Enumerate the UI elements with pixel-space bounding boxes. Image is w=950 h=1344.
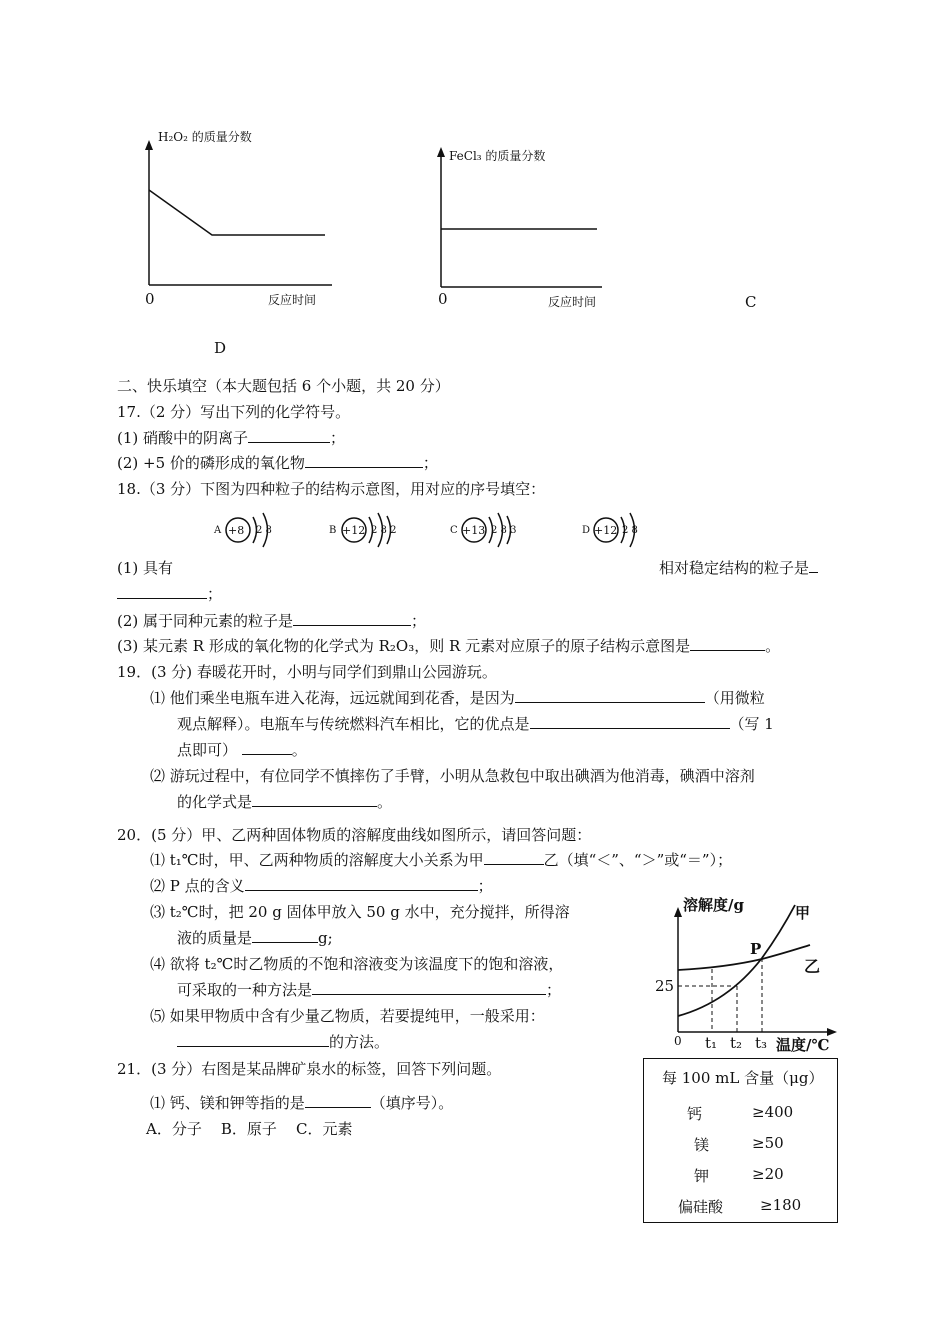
fecl3-graph <box>437 147 602 287</box>
series-jia-label: 甲 <box>795 904 811 922</box>
q17-p2-text: (2) +5 价的磷形成的氧化物 <box>117 454 305 472</box>
label-row-name: 钙 <box>687 1105 703 1123</box>
q20-p3-line2 <box>177 928 333 948</box>
q20-p5-line2 <box>177 1032 389 1052</box>
point-p-label: P <box>750 940 762 958</box>
q20-p2-blank[interactable] <box>245 876 478 891</box>
q18-p3-blank[interactable] <box>690 636 765 651</box>
q19-p1-blank1[interactable] <box>515 688 705 703</box>
h2o2-origin: 0 <box>145 290 155 308</box>
h2o2-graph <box>145 140 332 285</box>
atom-b-nucleus: +12 <box>342 524 366 537</box>
solubility-xlabel: 温度/℃ <box>776 1036 830 1054</box>
curve-yi <box>678 945 810 970</box>
label-row-name: 镁 <box>694 1136 710 1154</box>
q18-p3-end: 。 <box>765 637 781 655</box>
q21-stem: 21．(3 分）右图是某品牌矿泉水的标签，回答下列问题。 <box>117 1060 502 1078</box>
solubility-origin: 0 <box>674 1034 682 1048</box>
atom-b-letter: B <box>329 525 337 536</box>
section-heading: 二、快乐填空（本大题包括 6 个小题，共 20 分） <box>117 377 450 395</box>
x-tick-t3: t₃ <box>755 1034 768 1052</box>
q19-p1a: ⑴ 他们乘坐电瓶车进入花海，远远就闻到花香，是因为 <box>150 689 515 707</box>
q18-p1a: (1) 具有 <box>117 559 174 577</box>
q17-part2 <box>117 453 438 473</box>
q20-p4a: ⑷ 欲将 t₂℃时乙物质的不饱和溶液变为该温度下的饱和溶液， <box>150 955 564 973</box>
q20-p4-end: ； <box>546 981 562 999</box>
q17-p1-text: (1) 硝酸中的阴离子 <box>117 429 249 447</box>
q21-part1 <box>150 1093 453 1113</box>
atom-d-nucleus: +12 <box>594 524 618 537</box>
q20-stem: 20．(5 分）甲、乙两种固体物质的溶解度曲线如图所示，请回答问题： <box>117 826 592 844</box>
q19-p1d: （写 1 <box>729 715 774 733</box>
atom-d-letter: D <box>582 525 591 536</box>
q19-p1b: （用微粒 <box>704 689 765 707</box>
q18-p1b <box>659 558 818 578</box>
q19-p2-end: 。 <box>377 793 393 811</box>
q18-p2-blank[interactable] <box>293 611 411 626</box>
fecl3-xlabel: 反应时间 <box>548 295 597 309</box>
atom-c-nucleus: +13 <box>462 524 486 537</box>
q20-p3b: 液的质量是 <box>177 929 253 947</box>
q18-p3-text: (3) 某元素 R 形成的氧化物的化学式为 R₂O₃，则 R 元素对应原子的原子结构示意图是 <box>117 637 691 655</box>
x-tick-t2: t₂ <box>730 1034 743 1052</box>
q19-p1-line1 <box>150 688 765 708</box>
q21-p1a: ⑴ 钙、镁和钾等指的是 <box>150 1094 305 1112</box>
atom-diagrams <box>226 513 635 547</box>
h2o2-ylabel: H₂O₂ 的质量分数 <box>158 130 252 144</box>
option-d-letter: D <box>214 339 227 357</box>
label-row-value: ≥180 <box>760 1196 802 1214</box>
q19-p1-line3 <box>177 740 307 760</box>
q20-p1b: 乙（填“＜”、“＞”或“＝”）； <box>543 851 733 869</box>
h2o2-line <box>149 190 325 235</box>
q21-p1-blank[interactable] <box>305 1093 371 1108</box>
atom-a-nucleus: +8 <box>228 524 245 537</box>
atom-a-letter: A <box>214 525 222 536</box>
q18-part3 <box>117 636 780 656</box>
q19-p2-line2 <box>177 792 392 812</box>
q19-p1-end: 。 <box>291 741 307 759</box>
q17-p1-blank[interactable] <box>248 428 330 443</box>
q17-stem: 17.（2 分）写出下列的化学符号。 <box>117 403 351 421</box>
solubility-ylabel: 溶解度/g <box>683 896 744 914</box>
label-row-value: ≥20 <box>752 1165 784 1183</box>
q20-p2a: ⑵ P 点的含义 <box>150 877 245 895</box>
q18-p1-end: ； <box>207 585 223 603</box>
q18-p1-blank-start[interactable] <box>809 558 818 573</box>
q18-p2-end: ； <box>411 612 427 630</box>
q20-p4-blank[interactable] <box>312 980 546 995</box>
q18-p1b-text: 相对稳定结构的粒子是 <box>659 559 810 577</box>
x-tick-t1: t₁ <box>705 1034 718 1052</box>
q20-p1a: ⑴ t₁℃时，甲、乙两种物质的溶解度大小关系为甲 <box>150 851 484 869</box>
q18-p1-cont <box>117 584 222 604</box>
fecl3-origin: 0 <box>438 290 448 308</box>
option-c-letter: C <box>745 293 757 311</box>
q20-p3-end: g; <box>318 929 333 947</box>
q19-stem: 19．(3 分) 春暖花开时，小明与同学们到鼎山公园游玩。 <box>117 663 497 681</box>
label-row-name: 钾 <box>694 1167 710 1185</box>
y-tick-25: 25 <box>655 977 675 995</box>
label-title: 每 100 mL 含量（μg） <box>662 1069 824 1087</box>
q20-p2-end: ； <box>477 877 493 895</box>
q17-p1-end: ； <box>330 429 346 447</box>
q20-p5-blank[interactable] <box>177 1032 329 1047</box>
atom-a-shells: 2 8 <box>256 525 272 536</box>
q17-p2-end: ； <box>422 454 438 472</box>
q19-p2a: ⑵ 游玩过程中，有位同学不慎摔伤了手臂，小明从急救包中取出碘酒为他消毒，碘酒中溶剂 <box>150 767 755 785</box>
q21-options: A．分子 B．原子 C．元素 <box>146 1120 353 1138</box>
q20-p5a: ⑸ 如果甲物质中含有少量乙物质，若要提纯甲，一般采用： <box>150 1007 545 1025</box>
q20-part1 <box>150 850 732 870</box>
q19-p1-blank3[interactable] <box>242 740 292 755</box>
q19-p1-blank2[interactable] <box>530 714 730 729</box>
atom-c-shells: 2 8 3 <box>491 525 517 536</box>
series-yi-label: 乙 <box>804 957 821 976</box>
q19-p2b: 的化学式是 <box>177 793 253 811</box>
q18-p1-blank[interactable] <box>117 584 207 599</box>
q19-p1e: 点即可） <box>177 741 238 759</box>
q20-p3-blank[interactable] <box>252 928 318 943</box>
q20-p4-line2 <box>177 980 561 1000</box>
q19-p1-line2 <box>177 714 774 734</box>
q21-p1-end: （填序号）。 <box>370 1094 454 1112</box>
atom-d-shells: 2 8 <box>622 525 638 536</box>
q17-part1 <box>117 428 345 448</box>
q20-part2 <box>150 876 493 896</box>
q19-p1c: 观点解释）。电瓶车与传统燃料汽车相比，它的优点是 <box>177 715 530 733</box>
q20-p4b: 可采取的一种方法是 <box>177 981 313 999</box>
q18-p2-text: (2) 属于同种元素的粒子是 <box>117 612 294 630</box>
q20-p5-end: 的方法。 <box>329 1033 390 1051</box>
h2o2-xlabel: 反应时间 <box>268 293 317 307</box>
q20-p3a: ⑶ t₂℃时，把 20 g 固体甲放入 50 g 水中，充分搅拌，所得溶 <box>150 903 570 921</box>
label-row-value: ≥400 <box>752 1103 794 1121</box>
q18-part2 <box>117 611 426 631</box>
curve-jia <box>678 905 795 1016</box>
q20-p1-blank[interactable] <box>484 850 544 865</box>
label-row-value: ≥50 <box>752 1134 784 1152</box>
q19-p2-blank[interactable] <box>252 792 377 807</box>
label-row-name: 偏硅酸 <box>678 1198 724 1216</box>
q17-p2-blank[interactable] <box>305 453 423 468</box>
atom-c-letter: C <box>450 525 458 536</box>
fecl3-ylabel: FeCl₃ 的质量分数 <box>449 149 546 163</box>
mineral-water-label <box>643 1058 838 1223</box>
q18-stem: 18.（3 分）下图为四种粒子的结构示意图，用对应的序号填空： <box>117 480 546 498</box>
atom-b-shells: 2 8 2 <box>371 525 397 536</box>
